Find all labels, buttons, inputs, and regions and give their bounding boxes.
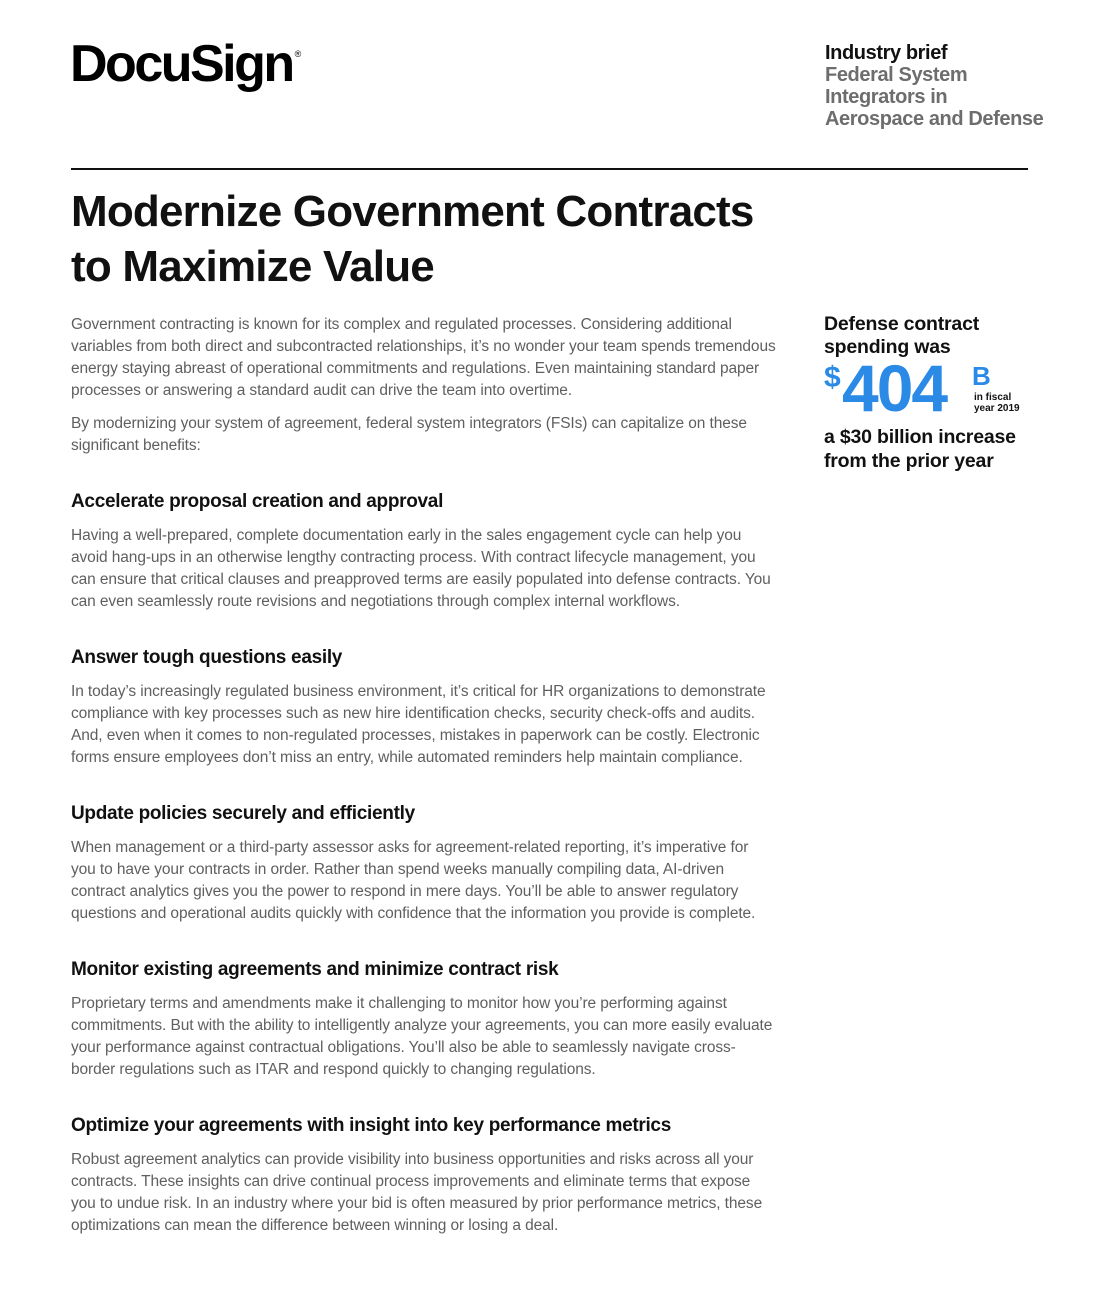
section-heading: Answer tough questions easily xyxy=(71,647,343,668)
stat-lead-line: spending was xyxy=(824,336,951,358)
main-content xyxy=(71,314,777,1237)
section-body: Having a well-prepared, complete documentation early in the sales engagement cycle can help you avoid hang-ups in an otherwise lengthy contracting process. With contract lifecycle management, you can ensure that critical clauses and preapproved terms are easily populated into defense contracts. You can even seamlessly route revisions and negotiations through complex internal workflows. xyxy=(71,527,771,610)
spending-stat-callout xyxy=(824,313,1054,473)
section-heading: Accelerate proposal creation and approval xyxy=(71,491,444,512)
registered-mark: ® xyxy=(294,49,302,59)
logo-text: DocuSign xyxy=(70,35,293,93)
benefit-section xyxy=(71,1114,777,1237)
section-heading: Optimize your agreements with insight into key performance metrics xyxy=(71,1115,671,1136)
section-body: Robust agreement analytics can provide visibility into business opportunities and risks across all your contracts. These insights can drive continual process improvements and eliminate terms that expose you to undue risk. In an industry where your bid is often measured by prior performance metrics, these optimizations can mean the difference between winning or losing a deal. xyxy=(71,1151,763,1234)
section-heading: Update policies securely and efficiently xyxy=(71,803,415,824)
stat-value: 404 xyxy=(842,351,947,425)
stat-figure xyxy=(824,351,1054,425)
brief-topic-line: Federal System xyxy=(825,64,968,86)
title-line: to Maximize Value xyxy=(71,242,434,291)
brief-topic-line: Integrators in xyxy=(825,86,948,108)
benefit-section xyxy=(71,646,777,769)
benefit-section xyxy=(71,490,777,613)
stat-note-line: in fiscal xyxy=(974,392,1012,403)
industry-brief-label xyxy=(825,42,1085,130)
brief-topic-line: Aerospace and Defense xyxy=(825,108,1044,130)
stat-lead-line: Defense contract xyxy=(824,313,980,335)
benefit-section xyxy=(71,802,777,925)
stat-currency: $ xyxy=(824,361,841,394)
section-heading: Monitor existing agreements and minimize contract risk xyxy=(71,959,559,980)
brief-kicker: Industry brief xyxy=(825,42,948,64)
stat-tail-line: from the prior year xyxy=(824,450,994,472)
stat-tail-line: a $30 billion increase xyxy=(824,426,1016,448)
stat-note-line: year 2019 xyxy=(974,403,1020,414)
page-title xyxy=(71,184,811,294)
stat-note xyxy=(974,392,1036,414)
stat-tail xyxy=(824,425,1054,473)
section-body: In today’s increasingly regulated business environment, it’s critical for HR organizations to demonstrate compliance with key processes such as new hire identification checks, security check-offs and audits. And, even when it comes to non-regulated processes, mistakes in paperwork can be costly. Electronic forms ensure employees don’t miss an entry, while automated reminders help maintain compliance. xyxy=(71,683,766,766)
intro-paragraph: By modernizing your system of agreement, federal system integrators (FSIs) can capitalize on these significant benefits: xyxy=(71,415,747,454)
stat-unit: B xyxy=(972,361,991,391)
header-divider xyxy=(71,168,1028,170)
section-body: When management or a third-party assessor asks for agreement-related reporting, it’s imperative for you to have your contracts in order. Rather than spend weeks manually compiling data, AI-driven contract analytics gives you the power to respond in mere days. You’ll be able to answer regulatory questions and operational audits quickly with confidence that the information you provide is complete. xyxy=(71,839,756,922)
docusign-logo xyxy=(70,35,302,93)
intro-paragraph: Government contracting is known for its complex and regulated processes. Considering additional variables from both direct and subcontracted relationships, it’s no wonder your team spends tremendous energy staying abreast of operational commitments and regulations. Even maintaining standard paper processes or answering a standard audit can drive the team into overtime. xyxy=(71,316,776,399)
intro xyxy=(71,314,777,457)
section-body: Proprietary terms and amendments make it challenging to monitor how you’re performing against commitments. But with the ability to intelligently analyze your agreements, you can more easily evaluate your performance against contractual obligations. You’ll also be able to seamlessly navigate cross-border regulations such as ITAR and respond quickly to changing regulations. xyxy=(71,995,773,1078)
benefit-section xyxy=(71,958,777,1081)
title-line: Modernize Government Contracts xyxy=(71,187,754,236)
